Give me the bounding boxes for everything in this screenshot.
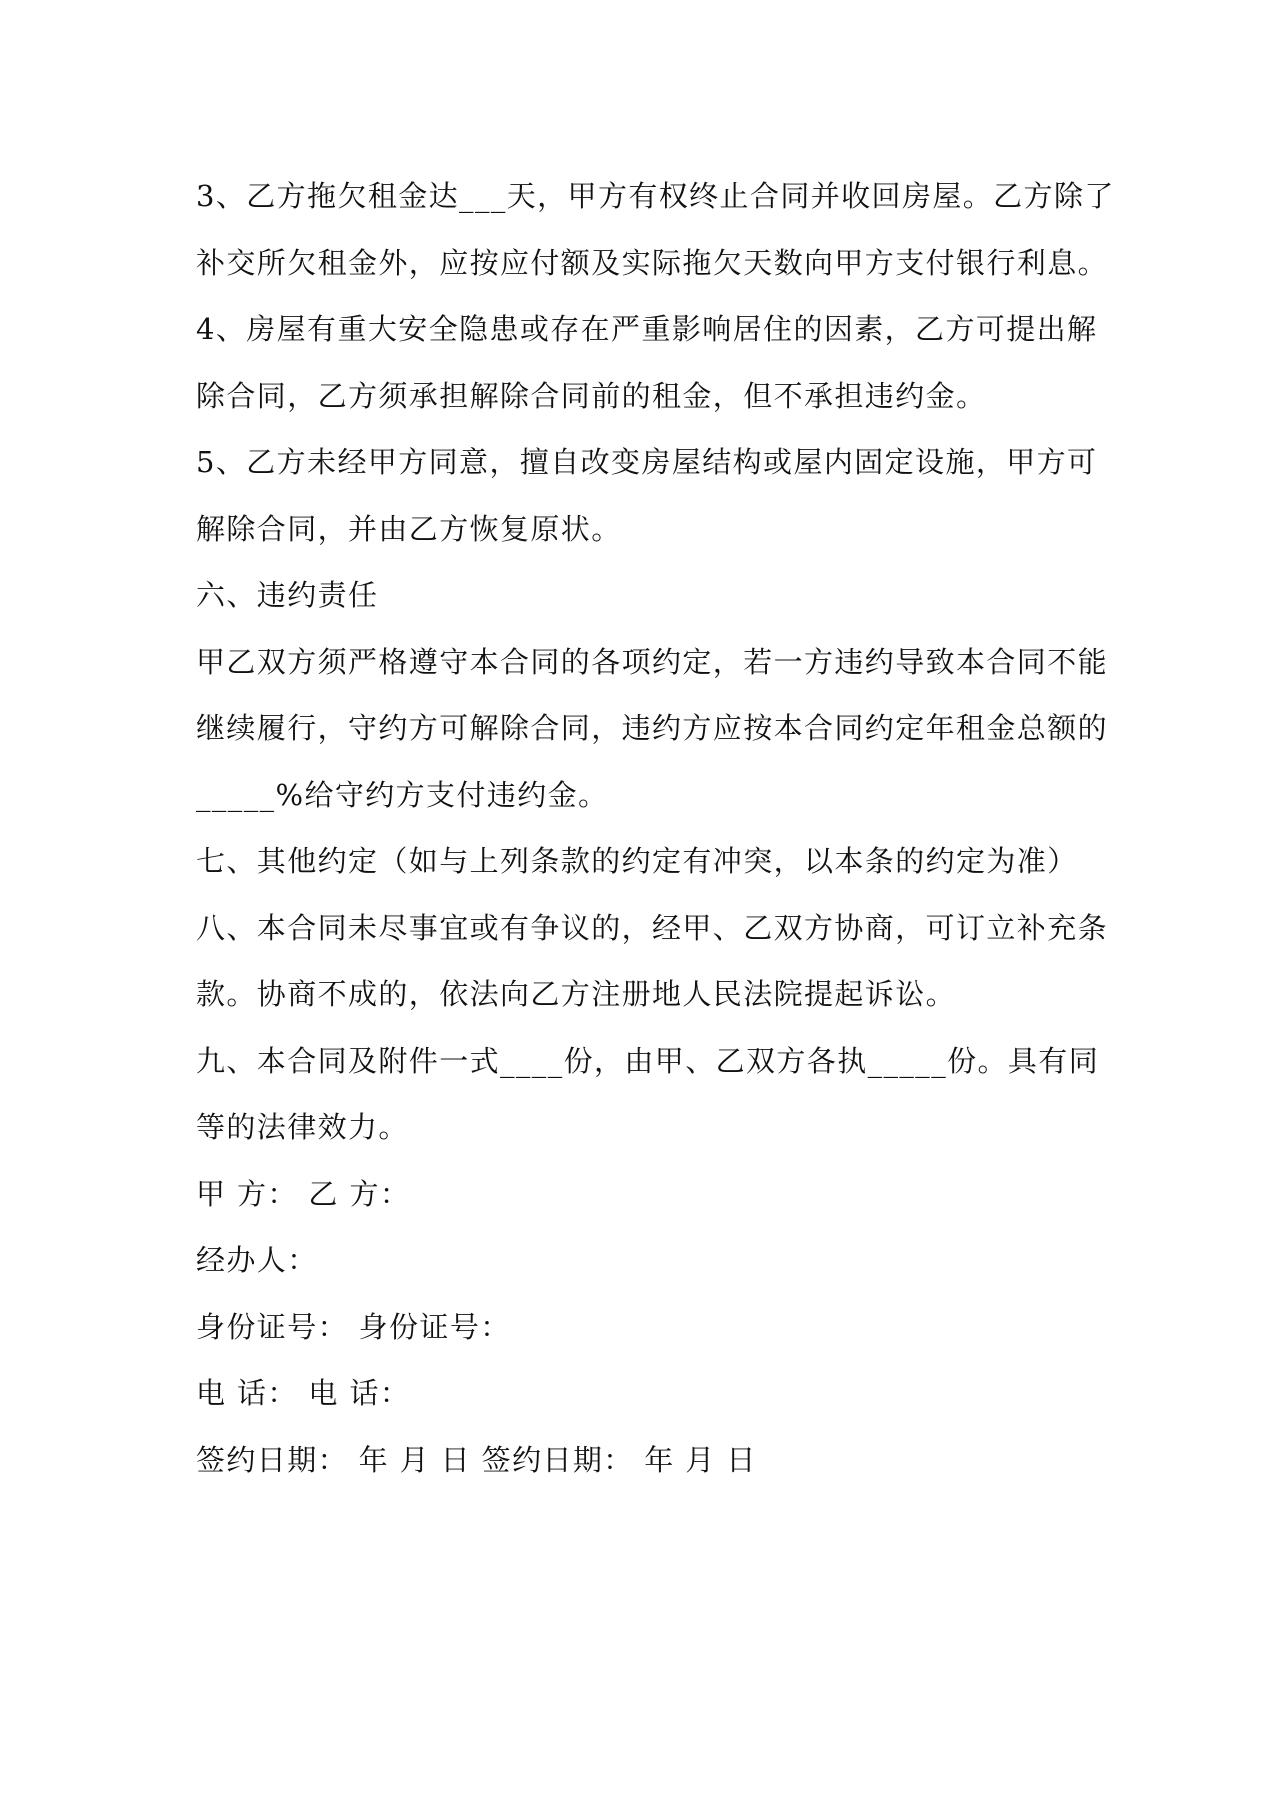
breach-line-3: _____%给守约方支付违约金。: [196, 777, 609, 812]
section-heading-breach: 六、违约责任: [196, 578, 379, 612]
clause-3-line-2: 补交所欠租金外，应按应付额及实际拖欠天数向甲方支付银行利息。: [196, 245, 1109, 280]
clause-5-line-1: 5、乙方未经甲方同意，擅自改变房屋结构或屋内固定设施，甲方可: [196, 445, 1098, 479]
signature-phone: 电 话： 电 话：: [196, 1376, 411, 1410]
clause-4-line-1: 4、房屋有重大安全隐患或存在严重影响居住的因素，乙方可提出解: [196, 312, 1098, 346]
clause-4-line-2: 除合同，乙方须承担解除合同前的租金，但不承担违约金。: [196, 378, 987, 413]
section-heading-other: 七、其他约定（如与上列条款的约定有冲突，以本条的约定为准）: [196, 844, 1078, 878]
signature-agent: 经办人：: [196, 1243, 318, 1277]
document-body: [196, 163, 1115, 1493]
section-8-line-2: 款。协商不成的，依法向乙方注册地人民法院提起诉讼。: [196, 977, 957, 1011]
breach-line-1: 甲乙双方须严格遵守本合同的各项约定，若一方违约导致本合同不能: [196, 644, 1109, 679]
clause-5-line-2: 解除合同，并由乙方恢复原状。: [196, 511, 622, 546]
signature-parties: 甲 方： 乙 方：: [196, 1176, 411, 1211]
signature-date: 签约日期： 年 月 日 签约日期： 年 月 日: [196, 1442, 757, 1477]
section-9-line-2: 等的法律效力。: [196, 1110, 409, 1144]
section-9-line-1: 九、本合同及附件一式____份，由甲、乙双方各执_____份。具有同: [196, 1043, 1100, 1078]
section-8-line-1: 八、本合同未尽事宜或有争议的，经甲、乙双方协商，可订立补充条: [196, 910, 1109, 945]
clause-3-line-1: 3、乙方拖欠租金达___天，甲方有权终止合同并收回房屋。乙方除了: [196, 179, 1115, 213]
signature-id-number: 身份证号： 身份证号：: [196, 1309, 511, 1344]
breach-line-2: 继续履行，守约方可解除合同，违约方应按本合同约定年租金总额的: [196, 711, 1109, 745]
